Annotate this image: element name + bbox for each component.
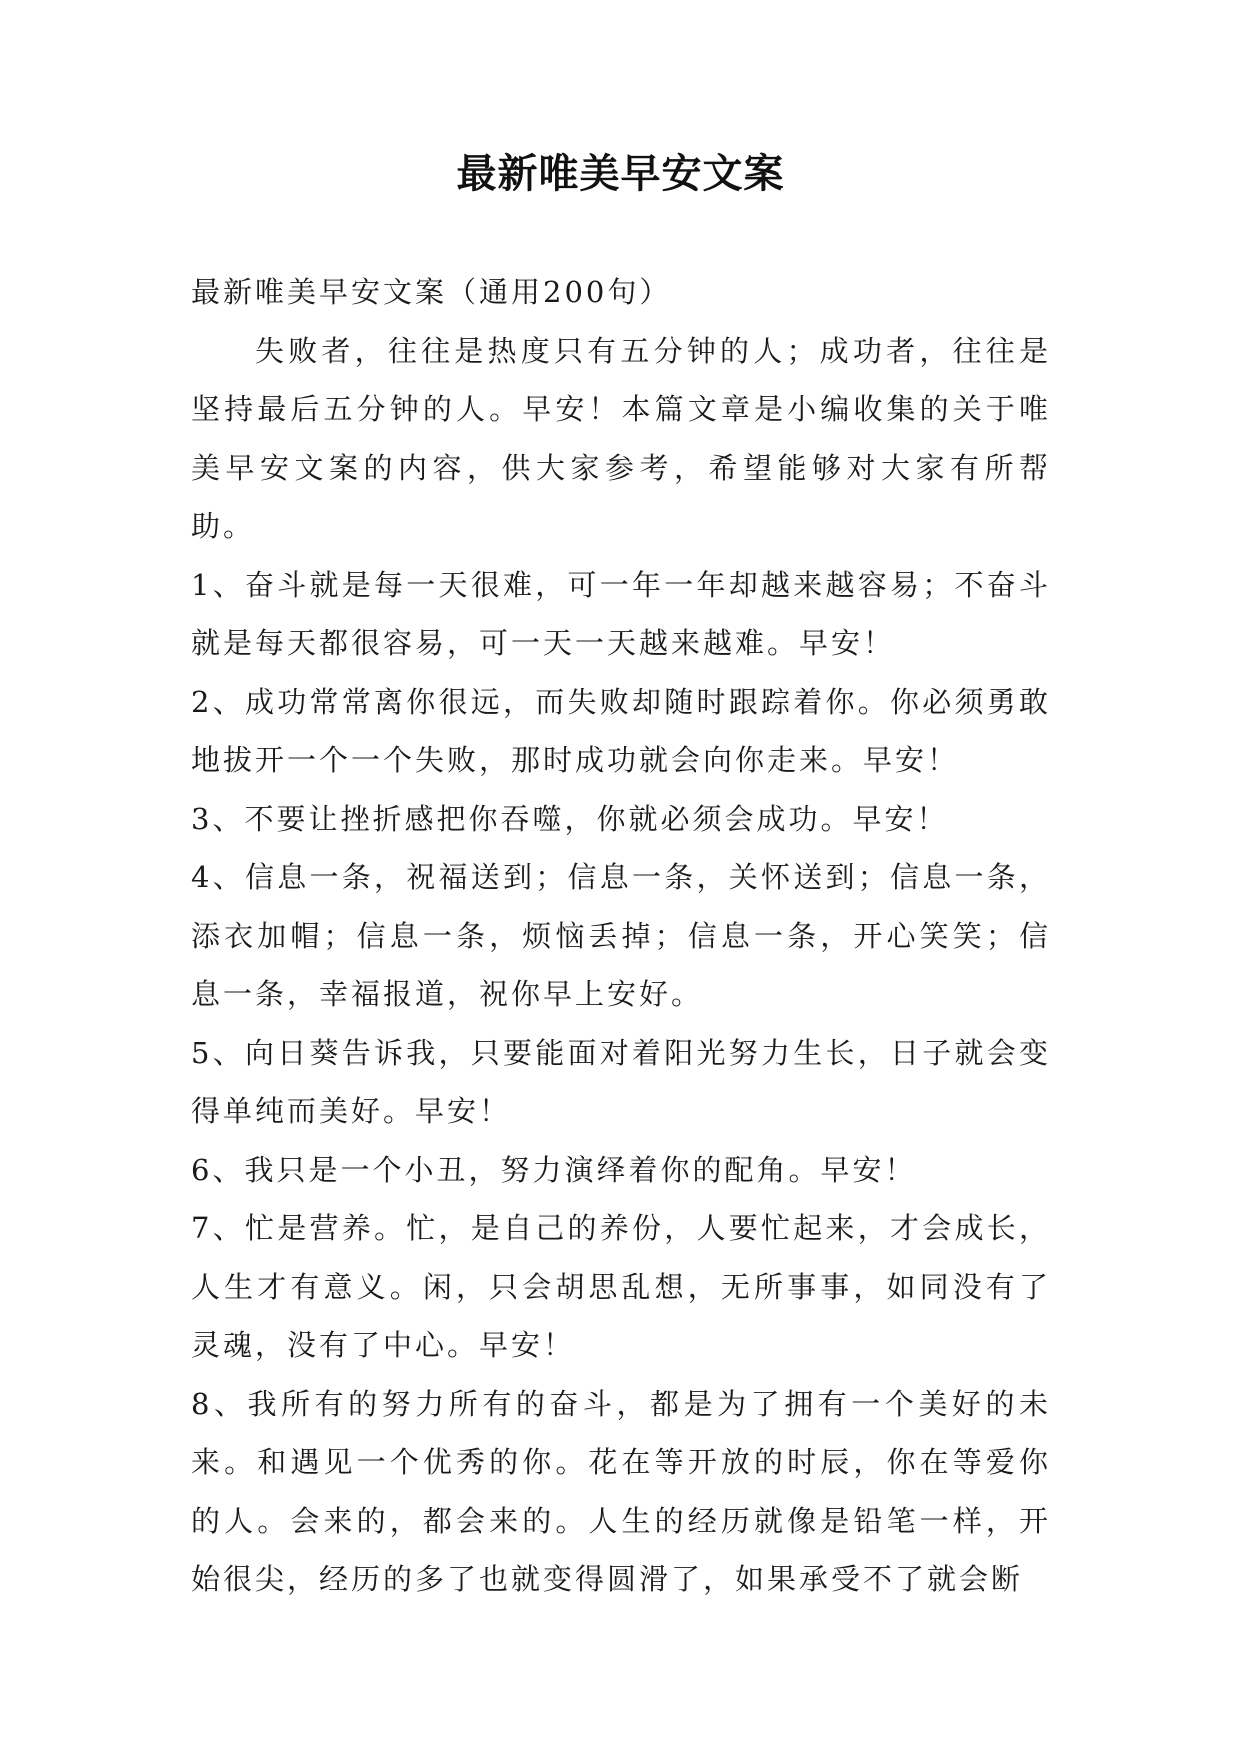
list-item-8: 8、我所有的努力所有的奋斗，都是为了拥有一个美好的未来。和遇见一个优秀的你。花在等开放的时辰，你在等爱你的人。会来的，都会来的。人生的经历就像是铅笔一样，开始很尖，经历的多了也就变得圆滑了，如果承受不了就会断 — [191, 1386, 1051, 1596]
list-item-2: 2、成功常常离你很远，而失败却随时跟踪着你。你必须勇敢地拔开一个一个失败，那时成功就会向你走来。早安！ — [191, 684, 1051, 777]
list-item-3: 3、不要让挫折感把你吞噬，你就必须会成功。早安！ — [191, 801, 949, 836]
list-item-6: 6、我只是一个小丑，努力演绎着你的配角。早安！ — [191, 1152, 917, 1187]
list-item-1: 1、奋斗就是每一天很难，可一年一年却越来越容易；不奋斗就是每天都很容易，可一天一天越来越难。早安！ — [191, 567, 1051, 660]
document-title: 最新唯美早安文案 — [456, 151, 785, 197]
document-body — [191, 263, 1051, 1609]
intro-paragraph: 失败者，往往是热度只有五分钟的人；成功者，往往是坚持最后五分钟的人。早安！本篇文章是小编收集的关于唯美早安文案的内容，供大家参考，希望能够对大家有所帮助。 — [191, 333, 1051, 543]
list-item-4: 4、信息一条，祝福送到；信息一条，关怀送到；信息一条，添衣加帽；信息一条，烦恼丢掉；信息一条，开心笑笑；信息一条，幸福报道，祝你早上安好。 — [191, 860, 1051, 1011]
list-item-7: 7、忙是营养。忙，是自己的养份，人要忙起来，才会成长，人生才有意义。闲，只会胡思乱想，无所事事，如同没有了灵魂，没有了中心。早安！ — [191, 1211, 1051, 1362]
list-item-5: 5、向日葵告诉我，只要能面对着阳光努力生长，日子就会变得单纯而美好。早安！ — [191, 1035, 1051, 1128]
document-subtitle: 最新唯美早安文案（通用200句） — [191, 275, 672, 309]
